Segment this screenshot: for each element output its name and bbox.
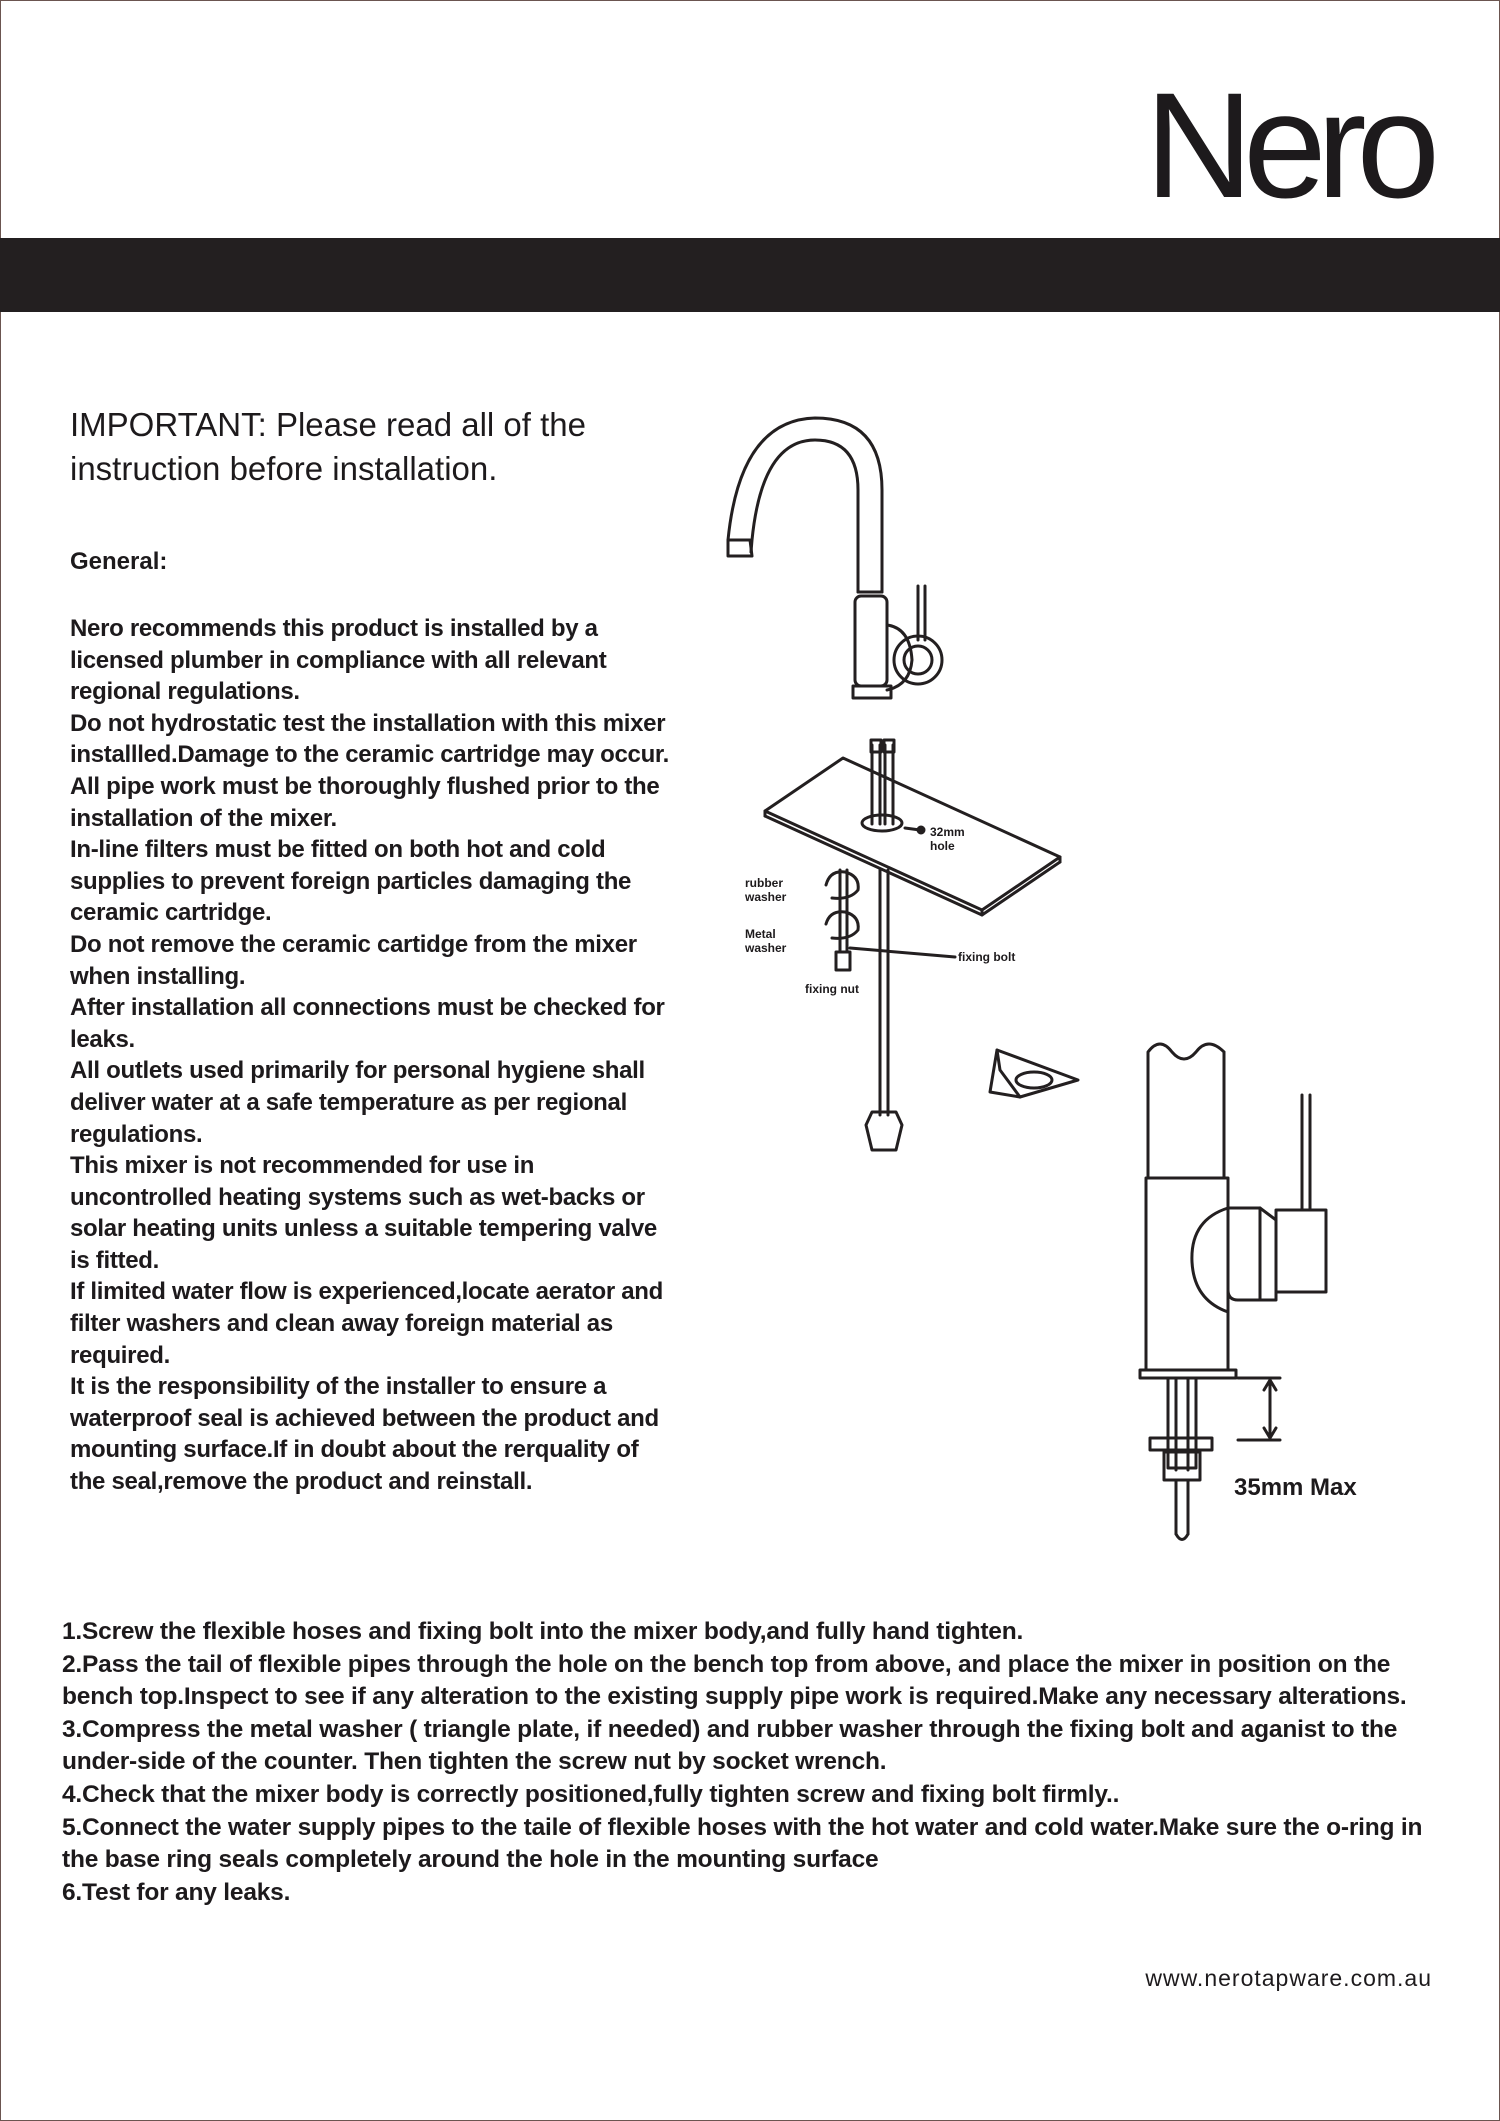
- callout-metal-washer: Metal washer: [745, 927, 787, 955]
- callout-fixing-nut: fixing nut: [805, 982, 859, 996]
- max-thickness-label: 35mm Max: [1234, 1474, 1357, 1501]
- general-paragraph: All pipe work must be thoroughly flushed prior to the installation of the mixer.: [70, 772, 660, 832]
- installation-steps: [62, 1616, 1442, 1909]
- general-paragraph: After installation all connections must be checked for leaks.: [70, 994, 665, 1053]
- callout-hole: 32mm hole: [930, 825, 965, 853]
- triangle-plate-illustration: [990, 1050, 1078, 1097]
- step-item: 5.Connect the water supply pipes to the taile of flexible hoses with the hot water and cold water.Make sure the o-ring in the base ring seals completely around the hole in the mounting surface: [62, 1813, 1423, 1874]
- brand-logo: Nero: [1144, 61, 1430, 229]
- callout-rubber-washer: rubber washer: [745, 876, 787, 904]
- washers-illustration: [826, 870, 955, 970]
- general-paragraph: Nero recommends this product is installed by a licensed plumber in compliance with all relevant regional regulations.: [70, 615, 607, 706]
- step-item: 4.Check that the mixer body is correctly positioned,fully tighten screw and fixing bolt firmly..: [62, 1780, 1120, 1808]
- website-url[interactable]: www.nerotapware.com.au: [1145, 1965, 1432, 1991]
- mixer-side-view-illustration: [1140, 1044, 1326, 1540]
- callout-fixing-bolt: fixing bolt: [958, 950, 1016, 964]
- general-paragraph: Do not remove the ceramic cartidge from the mixer when installing.: [70, 930, 637, 990]
- general-title: General:: [70, 548, 168, 575]
- bench-plate-illustration: [765, 740, 1060, 1150]
- mixer-tap-illustration: [728, 418, 942, 698]
- step-item: 1.Screw the flexible hoses and fixing bolt into the mixer body,and fully hand tighten.: [62, 1618, 1024, 1645]
- general-paragraph: Do not hydrostatic test the installation with this mixer installled.Damage to the ceramic cartridge may occur.: [70, 709, 670, 769]
- general-paragraph: It is the responsibility of the installer to ensure a waterproof seal is achieved between the product and mounting surface.If in doubt about the rerquality of the seal,remove the product and reinstall.: [70, 1373, 659, 1496]
- general-paragraph: In-line filters must be fitted on both hot and cold supplies to prevent foreign particles damaging the ceramic cartridge.: [70, 836, 632, 927]
- step-item: 3.Compress the metal washer ( triangle plate, if needed) and rubber washer through the fixing bolt and aganist to the under-side of the counter. Then tighten the screw nut by socket wrench.: [62, 1715, 1398, 1776]
- important-notice: IMPORTANT: Please read all of the instruction before installation.: [70, 406, 586, 487]
- general-paragraph: If limited water flow is experienced,locate aerator and filter washers and clean away foreign material as required.: [70, 1278, 664, 1369]
- step-item: 2.Pass the tail of flexible pipes through the hole on the bench top from above, and place the mixer in position on the bench top.Inspect to see if any alteration to the existing supply pipe work is required.Make any necessary alterations.: [62, 1650, 1407, 1711]
- step-item: 6.Test for any leaks.: [62, 1878, 291, 1906]
- general-paragraph: All outlets used primarily for personal hygiene shall deliver water at a safe temperature as per regional regulations.: [70, 1057, 645, 1148]
- general-paragraph: This mixer is not recommended for use in uncontrolled heating systems such as wet-backs or solar heating units unless a suitable tempering valve is fitted.: [70, 1152, 657, 1274]
